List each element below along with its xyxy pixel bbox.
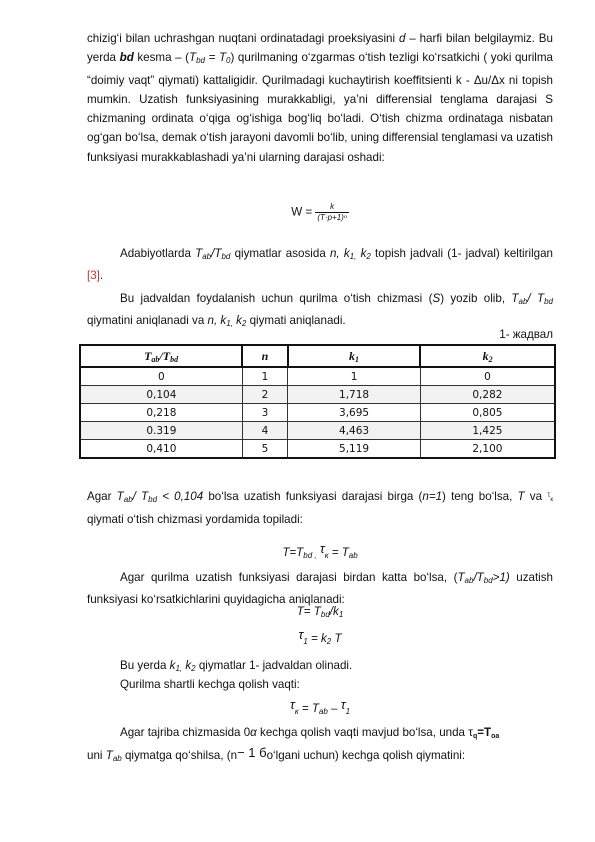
paragraph-higher-order: Agar qurilma uzatish funksiyasi darajasi birdan katta bo‘lsa, $(T_{ab}/T_{bd}>1)$ uzatish funksiyasi ko‘rsatkichlarini quyidagicha aniqlanadi: [87, 571, 553, 607]
cell-n: 3 [242, 404, 288, 422]
cell-k2: 0,805 [420, 404, 555, 422]
cell-k2: 0,282 [420, 386, 555, 404]
paragraph-intro: chizig‘i bilan uchrashgan nuqtani ordinatadagi proeksiyasini d – harfi bilan belgilaymiz. Bu yerda bd kesma – $(T_{bd} = T_0)$ qurilmaning o‘zgarmas o‘tish tezligi ko‘rsatkichi ( yoki qurilma “doimiy vaqt” qiymati) kattaligidir. Qurilmadagi kuchaytirish koeffitsienti k - Δu/Δx ni topish mumkin. Uzatish funksiyasining murakkabligi, ya’ni differensial tenglama darajasi S chizmaning ordinata o‘qiga og‘ishiga bog‘liq bo‘ladi. O‘tish chizma ordinataga nisbatan og‘gan bo‘lsa, demak o‘tish jarayoni davomli bo‘lib, uning differensial tenglamasi va uzatish funksiyasi murakkablashadi ya’ni ularning darajasi oshadi: [87, 32, 553, 164]
header-n: n [242, 345, 288, 367]
formula-transfer-function: W = $\frac{k}{\text{(T·p+1)ⁿ}}$ [291, 202, 347, 222]
cell-k1: 5,119 [288, 440, 421, 459]
formula-first-order: $T=T_{bd ,}$ $\tau_к = T_{ab}$ [282, 541, 358, 560]
cell-ratio: 0,410 [80, 440, 242, 459]
table-header-row [80, 345, 555, 367]
formula-tau1: $\tau_1 = k_2$ T [298, 627, 342, 646]
header-ratio: Tab/Tbd [80, 345, 242, 367]
cell-k1: 1 [288, 367, 421, 386]
cell-k1: 1,718 [288, 386, 421, 404]
cell-n: 5 [242, 440, 288, 459]
table-row [80, 422, 555, 440]
paragraph-delay-time: Qurilma shartli kechga qolish vaqti: [120, 678, 300, 691]
paragraph-first-order: Agar $T_{ab}/$ $T_{bd} < 0,104$ bo‘lsa uzatish funksiyasi darajasi birga (n=1) teng bo‘lsa, T va $^\tau$к qiymati o‘tish chizmasi yordamida topiladi: [87, 490, 553, 527]
coefficients-table [79, 344, 556, 459]
cell-k2: 1,425 [420, 422, 555, 440]
cell-ratio: 0,218 [80, 404, 242, 422]
cell-n: 1 [242, 367, 288, 386]
paragraph-experiment: Agar tajriba chizmasida 0α kechga qolish vaqti mavjud bo‘lsa, unda τq=Tоа [120, 725, 500, 740]
paragraph-coefficients-source: Bu yerda $k_{1,}$ $k_2$ qiymatlar 1- jadvaldan olinadi. [120, 659, 353, 673]
formula-delay: $\tau_к = T_{ab} - \tau_1$ [289, 697, 351, 716]
header-k1: k1 [288, 345, 421, 367]
table-row [80, 367, 555, 386]
table-row [80, 440, 555, 459]
cell-k1: 4,463 [288, 422, 421, 440]
cell-ratio: 0,104 [80, 386, 242, 404]
cell-k1: 3,695 [288, 404, 421, 422]
cell-k2: 2,100 [420, 440, 555, 459]
table-row [80, 404, 555, 422]
citation-link[interactable]: [3] [87, 269, 100, 283]
cell-n: 4 [242, 422, 288, 440]
paragraph-table-usage: Bu jadvaldan foydalanish uchun qurilma o‘tish chizmasi (S) yozib olib, $T_{ab}/$ $T_{bd}$ qiymatini aniqlanadi va n, $k_{1,}$ $k_2$ qiymati aniqlanadi. [87, 292, 553, 329]
cell-ratio: 0 [80, 367, 242, 386]
cell-n: 2 [242, 386, 288, 404]
paragraph-literature: Adabiyotlarda $T_{ab}/T_{bd}$ qiymatlar asosida n, $k_{1,}$ $k_2$ topish jadvali (1- jadval) keltirilgan [3]. [87, 247, 553, 283]
cell-ratio: 0.319 [80, 422, 242, 440]
paragraph-conclusion: uni $T_{ab}$ qiymatga qo‘shilsa, (n− 1 бo‘lgani uchun) kechga qolish qiymatini: [87, 745, 466, 763]
cell-k2: 0 [420, 367, 555, 386]
formula-time-constant: $T= T_{bd}/k_1$ [296, 605, 344, 619]
table-row [80, 386, 555, 404]
fraction: $\frac{k}{\text{(T·p+1)ⁿ}}$ [317, 202, 347, 222]
table-caption: 1- жадвал [499, 328, 553, 341]
header-k2: k2 [420, 345, 555, 367]
